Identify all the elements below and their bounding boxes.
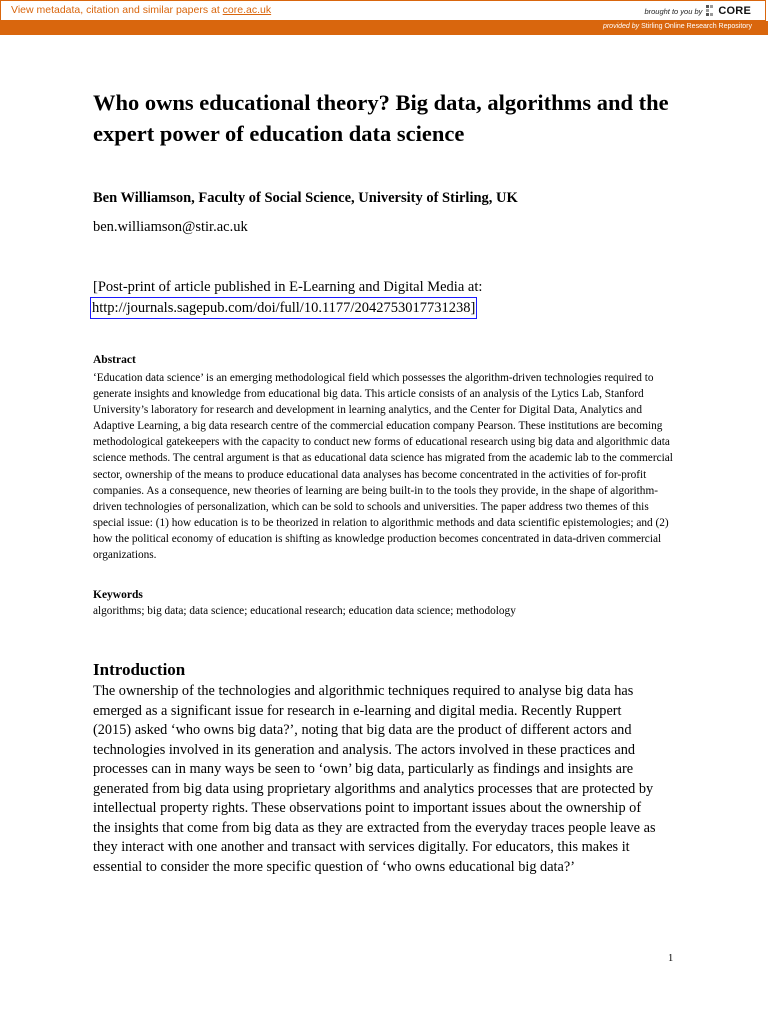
core-banner: [0, 0, 766, 21]
core-branding[interactable]: [644, 3, 751, 19]
provider-name[interactable]: Stirling Online Research Repository: [641, 23, 752, 30]
postprint-note: [93, 277, 693, 319]
abstract-heading: Abstract: [93, 354, 136, 366]
author-email: ben.williamson@stir.ac.uk: [93, 219, 248, 235]
paper-title: Who owns educational theory? Big data, algorithms and the expert power of education data science: [93, 90, 669, 146]
page-number: 1: [668, 953, 674, 964]
postprint-prefix: [Post-print of article published in E-Learning and Digital Media at:: [93, 279, 483, 295]
core-logo-word: CORE: [718, 5, 751, 17]
doi-link[interactable]: http://journals.sagepub.com/doi/full/10.1177/2042753017731238]: [90, 297, 477, 319]
author-line: Ben Williamson, Faculty of Social Science, University of Stirling, UK: [93, 190, 518, 206]
core-metadata-text: [11, 4, 271, 16]
abstract-text: ‘Education data science’ is an emerging methodological field which possesses the algorithm-driven technologies required to generate insights and knowledge from educational big data. This article consists of an analysis of the Lytics Lab, Stanford University’s laboratory for research and development in learning analytics, and the Center for Digital Data, Analytics and Adaptive Learning, a big data research centre of the commercial education company Pearson. These institutions are becoming methodological gatekeepers with the capacity to conduct new forms of educational research using big data and algorithmic data science methods. The central argument is that as educational data science has migrated from the academic lab to the commercial sector, ownership of the means to produce educational data analyses has become concentrated in the activities of for-profit companies. As a consequence, new theories of learning are being built-in to the tools they provide, in the shape of algorithm-driven technologies of personalization, which can be sold to schools and universities. The paper address two themes of this special issue: (1) how education is to be theorized in relation to algorithmic methods and data scientific epistemologies; and (2) how the political economy of education is shifting as knowledge production becomes concentrated in data-driven commercial organizations.: [93, 372, 673, 562]
provider-bar: [0, 21, 768, 35]
core-ac-uk-link[interactable]: core.ac.uk: [222, 4, 272, 16]
provided-by-label: provided by: [602, 23, 640, 30]
keywords-text: algorithms; big data; data science; educational research; education data science; methodology: [93, 605, 516, 617]
core-metadata-prefix: View metadata, citation and similar papers at: [11, 4, 220, 16]
introduction-heading: Introduction: [93, 660, 186, 679]
keywords-heading: Keywords: [93, 589, 143, 601]
provider-text: [603, 23, 752, 30]
introduction-text: The ownership of the technologies and algorithmic techniques required to analyse big data has emerged as a significant issue for research in e-learning and digital media. Recently Ruppert (2015) asked ‘who owns big data?’, noting that big data are the product of different actors and technologies involved in its generation and analysis. The actors involved in these practices and processes can in many ways be seen to ‘own’ big data, particularly as findings and insights are generated from big data using proprietary algorithms and analytics processes that are protected by intellectual property rights. These observations point to important issues about the ownership of the insights that come from big data as they are extracted from the everyday traces people leave as they interact with one another and transact with services digitally. For educators, this makes it essential to consider the more specific question of ‘who owns educational big data?’: [93, 683, 656, 875]
brought-to-you-text: brought to you by: [644, 6, 703, 16]
core-logo-icon: [706, 5, 716, 17]
